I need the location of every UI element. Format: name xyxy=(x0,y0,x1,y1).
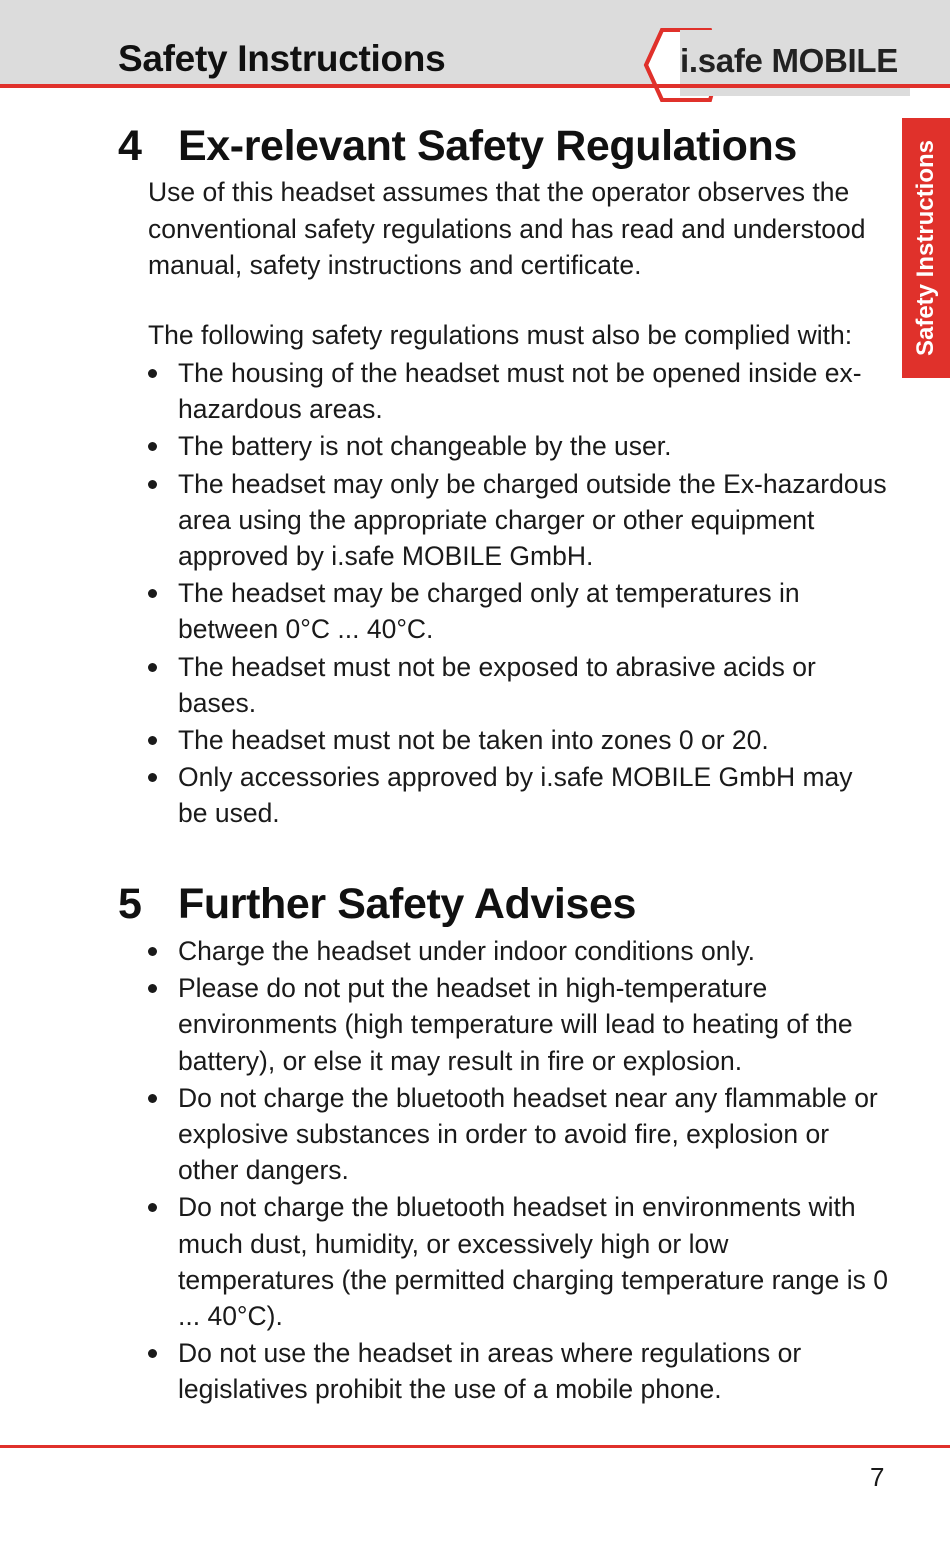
list-item: The housing of the headset must not be opened inside ex-hazardous areas. xyxy=(148,355,888,427)
section-4-intro: Use of this headset assumes that the operator observes the conventional safety regulations and has read and understood manual, safety instructions and certificate. xyxy=(148,177,866,280)
header-divider xyxy=(0,84,950,88)
section-number: 5 xyxy=(118,880,142,928)
side-tab-label: Safety Instructions xyxy=(912,139,939,357)
bullet-icon xyxy=(148,773,157,782)
list-item: Do not charge the bluetooth headset near any flammable or explosive substances in order to avoid fire, explosion or other dangers. xyxy=(148,1080,888,1189)
list-item: Do not charge the bluetooth headset in environments with much dust, humidity, or excessively high or low temperatures (the permitted charging temperature range is 0 ... 40°C). xyxy=(148,1189,888,1334)
footer-divider xyxy=(0,1445,950,1448)
page-number: 7 xyxy=(870,1462,885,1492)
list-item: The headset may be charged only at temperatures in between 0°C ... 40°C. xyxy=(148,575,888,647)
list-item: The headset must not be taken into zones 0 or 20. xyxy=(148,722,888,758)
section-4-bullet-list xyxy=(148,355,888,833)
bullet-icon xyxy=(148,1203,157,1212)
section-title: Ex-relevant Safety Regulations xyxy=(178,122,797,170)
list-item: The battery is not changeable by the user. xyxy=(148,428,888,464)
list-item: The headset may only be charged outside the Ex-hazardous area using the appropriate charger or other equipment approved by i.safe MOBILE GmbH. xyxy=(148,466,888,575)
section-4-lead: The following safety regulations must also be complied with: xyxy=(148,320,853,350)
bullet-icon xyxy=(148,1094,157,1103)
list-item: The headset must not be exposed to abrasive acids or bases. xyxy=(148,649,888,721)
bullet-icon xyxy=(148,947,157,956)
page-header-title: Safety Instructions xyxy=(118,38,446,79)
bullet-icon xyxy=(148,442,157,451)
section-5-bullet-list xyxy=(148,933,888,1409)
section-5-heading xyxy=(118,880,636,929)
list-item: Do not use the headset in areas where regulations or legislatives prohibit the use of a mobile phone. xyxy=(148,1335,888,1407)
list-item: Charge the headset under indoor conditions only. xyxy=(148,933,888,969)
section-4-heading xyxy=(118,122,797,171)
bullet-icon xyxy=(148,1349,157,1358)
section-number: 4 xyxy=(118,122,142,170)
bullet-icon xyxy=(148,589,157,598)
logo-text: i.safe MOBILE xyxy=(680,42,898,79)
bullet-icon xyxy=(148,984,157,993)
side-tab xyxy=(902,118,950,378)
brand-logo xyxy=(640,26,930,104)
list-item: Please do not put the headset in high-temperature environments (high temperature will lead to heating of the battery), or else it may result in fire or explosion. xyxy=(148,970,888,1079)
bullet-icon xyxy=(148,480,157,489)
list-item: Only accessories approved by i.safe MOBILE GmbH may be used. xyxy=(148,759,888,831)
bullet-icon xyxy=(148,663,157,672)
section-title: Further Safety Advises xyxy=(178,880,636,928)
bullet-icon xyxy=(148,736,157,745)
bullet-icon xyxy=(148,369,157,378)
